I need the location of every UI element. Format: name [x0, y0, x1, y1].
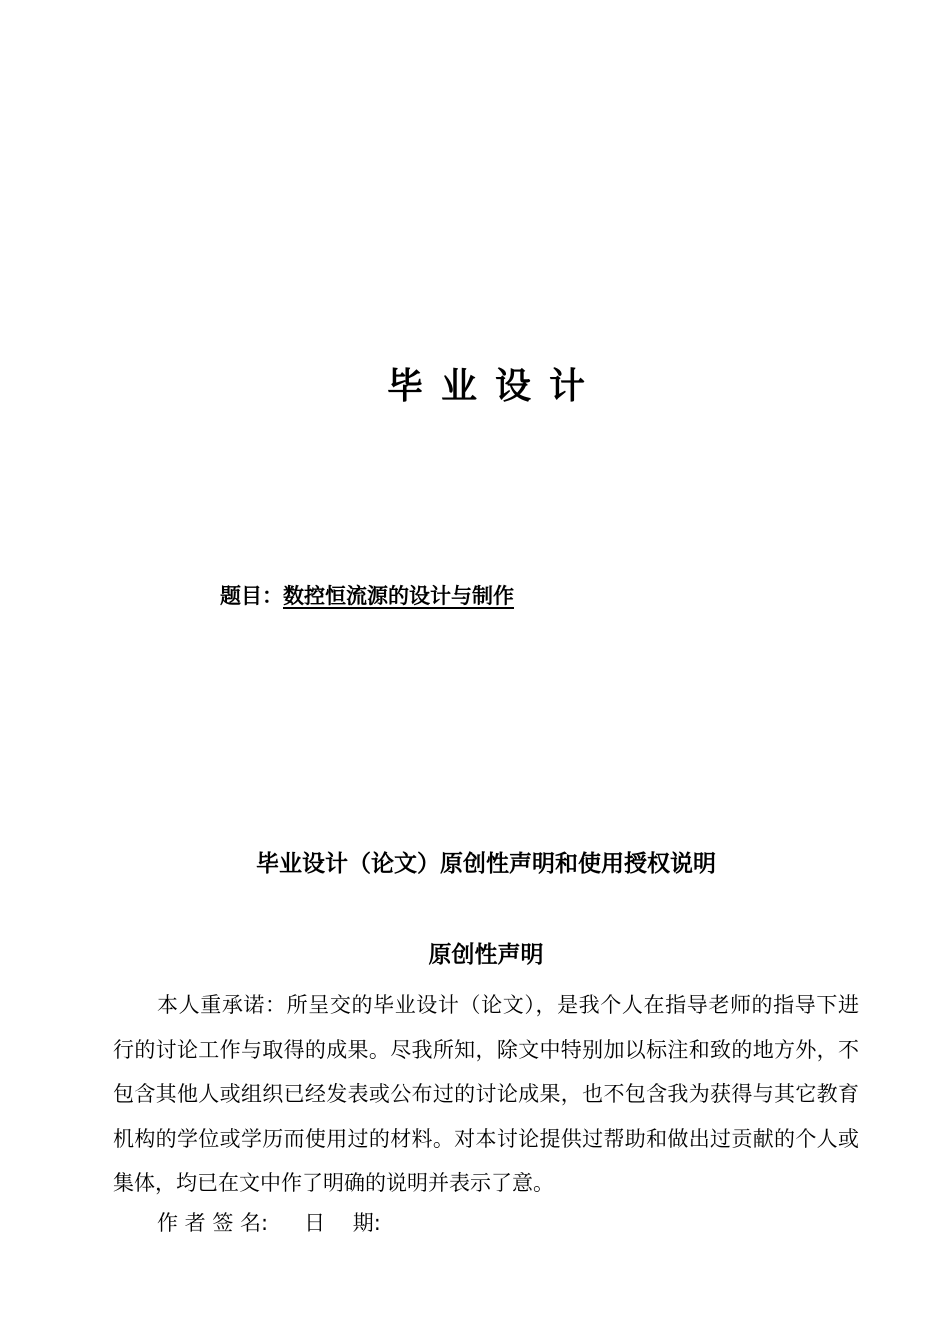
signature-line [157, 1207, 381, 1237]
topic-line [220, 580, 514, 610]
date-label: 日 期: [304, 1211, 381, 1235]
topic-value: 数控恒流源的设计与制作 [283, 584, 514, 608]
document-title: 毕业设计 [386, 366, 603, 407]
author-signature-label: 作 者 签 名: [157, 1211, 269, 1235]
originality-heading: 原创性声明 [428, 942, 544, 968]
topic-label: 题目： [220, 584, 283, 608]
originality-statement: 本人重承诺：所呈交的毕业设计（论文），是我个人在指导老师的指导下进行的讨论工作与取得的成果。尽我所知，除文中特别加以标注和致的地方外，不包含其他人或组织已经发表或公布过的讨论成果，也不包含我为获得与其它教育机构的学位或学历而使用过的材料。对本讨论提供过帮助和做出过贡献的个人或集体，均已在文中作了明确的说明并表示了意。 [113, 993, 859, 1195]
declaration-title: 毕业设计（论文）原创性声明和使用授权说明 [256, 851, 716, 877]
